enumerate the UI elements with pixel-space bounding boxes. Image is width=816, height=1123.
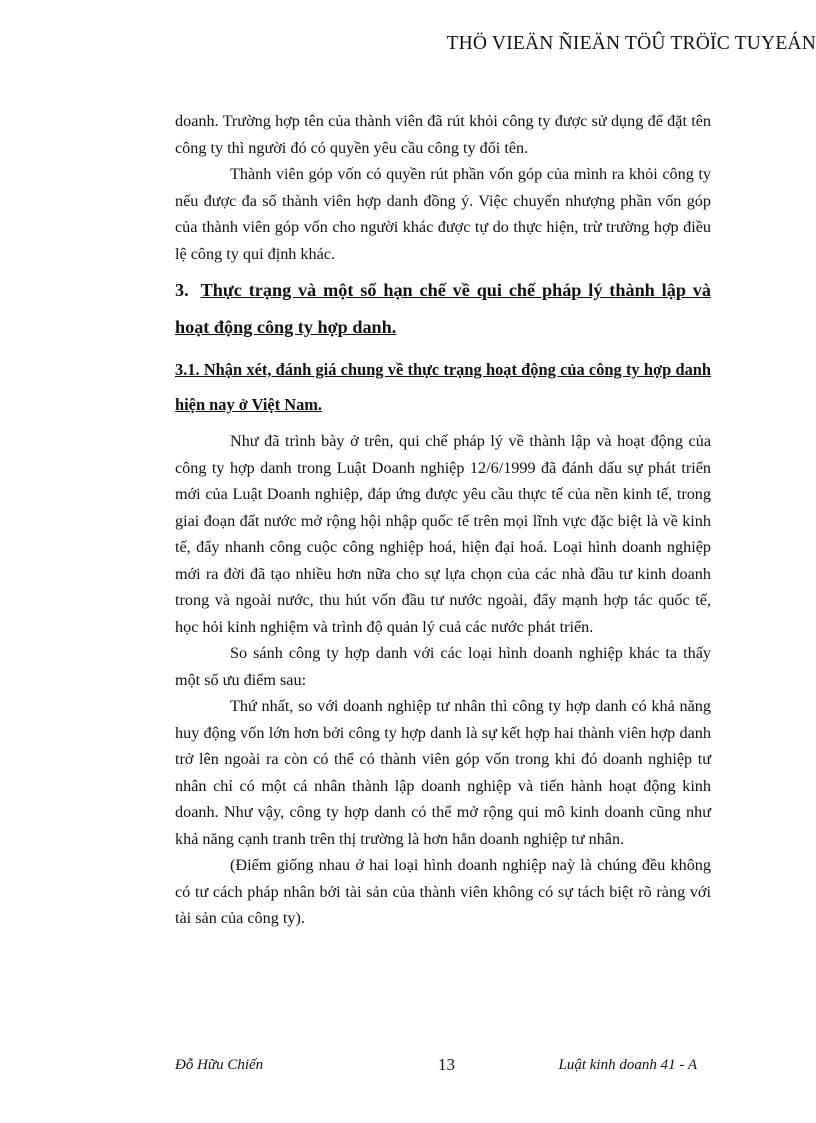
paragraph-4: So sánh công ty hợp danh với các loại hình doanh nghiệp khác ta thấy một số ưu điểm sau: (175, 644, 711, 689)
paragraph-1: doanh. Trường hợp tên của thành viên đã rút khỏi công ty được sử dụng để đặt tên công ty thì người đó có quyền yêu cầu công ty đổi tên. (175, 112, 711, 157)
footer-course: Luật kinh doanh 41 - A (558, 1057, 697, 1073)
paragraph-3: Như đã trình bày ở trên, qui chế pháp lý về thành lập và hoạt động của công ty hợp danh trong Luật Doanh nghiệp 12/6/1999 đã đánh dấu sự phát triển mới của Luật Doanh nghiệp, đáp ứng được yêu cầu thực tế của nền kinh tế, trong giai đoạn đất nước mở rộng hội nhập quốc tế trên mọi lĩnh vực đặc biệt là về kinh tế, đẩy nhanh công cuộc công nghiệp hoá, hiện đại hoá. Loại hình doanh nghiệp mới ra đời đã tạo nhiều hơn nữa cho sự lựa chọn của các nhà đầu tư kinh doanh trong và ngoài nước, thu hút vốn đầu tư nước ngoài, đẩy mạnh hợp tác quốc tế, học hỏi kinh nghiệm và trình độ quản lý cuả các nước phát triển. (175, 432, 711, 636)
section-3-1-heading: 3.1. Nhận xét, đánh giá chung về thực trạng hoạt động của công ty hợp danh hiện nay ở Việt Nam. (175, 360, 711, 414)
footer-author: Đỗ Hữu Chiến (175, 1057, 264, 1073)
paragraph-5: Thứ nhất, so với doanh nghiệp tư nhân thì công ty hợp danh có khả năng huy động vốn lớn hơn bởi công ty hợp danh là sự kết hợp hai thành viên hợp danh trở lên ngoài ra còn có thể có thành viên góp vốn trong khi đó doanh nghiệp tư nhân chỉ có một cá nhân thành lập doanh nghiệp và tiến hành hoạt động kinh doanh. Như vậy, công ty hợp danh có thể mở rộng qui mô kinh doanh cũng như khả năng cạnh tranh trên thị trường là hơn hẳn doanh nghiệp tư nhân. (175, 697, 711, 848)
page-number: 13 (438, 1055, 455, 1074)
paragraph-6: (Điểm giống nhau ở hai loại hình doanh nghiệp naỳ là chúng đều không có tư cách pháp nhân bởi tài sản của thành viên không có sự tách biệt rõ ràng với tài sản của công ty). (175, 856, 711, 927)
paragraph-2: Thành viên góp vốn có quyền rút phần vốn góp của mình ra khỏi công ty nếu được đa số thành viên hợp danh đồng ý. Việc chuyển nhượng phần vốn góp của thành viên góp vốn cho người khác được tự do thực hiện, trừ trường hợp điều lệ công ty qui định khác. (175, 165, 711, 263)
section-3-number: 3. (175, 280, 189, 300)
section-3-title: Thực trạng và một số hạn chế về qui chế pháp lý thành lập và hoạt động công ty hợp danh. (175, 280, 711, 337)
document-body (175, 108, 711, 932)
page-header: THÖ VIEÄN ÑIEÄN TÖÛ TRÖÏC TUYEÁN (446, 33, 816, 54)
section-3-heading (175, 272, 711, 346)
